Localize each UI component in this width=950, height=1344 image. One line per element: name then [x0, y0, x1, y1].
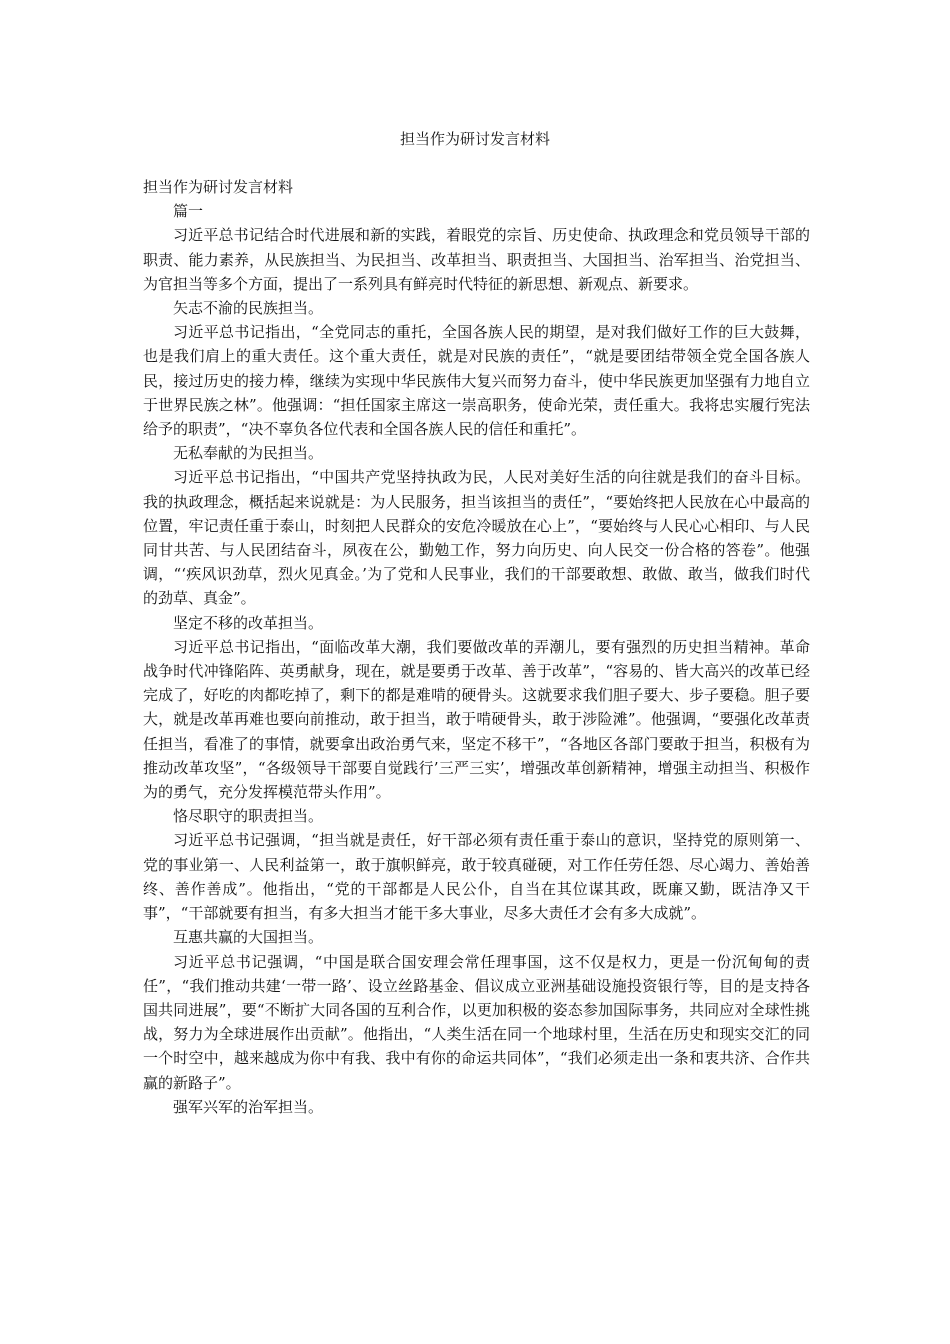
paragraph: 习近平总书记结合时代进展和新的实践，着眼党的宗旨、历史使命、执政理念和党员领导干部的职责、能力素养，从民族担当、为民担当、改革担当、职责担当、大国担当、治军担当、治党担当、为官担当等多个方面，提出了一系列具有鲜亮时代特征的新思想、新观点、新要求。	[143, 226, 810, 293]
document-title: 担当作为研讨发言材料	[399, 130, 550, 148]
section-heading: 篇一	[173, 202, 204, 221]
paragraph: 习近平总书记指出，“全党同志的重托，全国各族人民的期望，是对我们做好工作的巨大鼓舞，也是我们肩上的重大责任。这个重大责任，就是对民族的责任”，“就是要团结带领全党全国各族人民，接过历史的接力棒，继续为实现中华民族伟大复兴而努力奋斗，使中华民族更加坚强有力地自立于世界民族之林”。他强调：“担任国家主席这一崇高职务，使命光荣，责任重大。我将忠实履行宪法给予的职责”，“决不辜负各位代表和全国各族人民的信任和重托”。	[143, 323, 810, 439]
paragraph: 习近平总书记指出，“面临改革大潮，我们要做改革的弄潮儿，要有强烈的历史担当精神。革命战争时代冲锋陷阵、英勇献身，现在，就是要勇于改革、善于改革”，“容易的、皆大高兴的改革已经完成了，好吃的肉都吃掉了，剩下的都是难啃的硬骨头。这就要求我们胆子要大、步子要稳。胆子要大，就是改革再难也要向前推动，敢于担当，敢于啃硬骨头，敢于涉险滩”。他强调，“要强化改革责任担当，看准了的事情，就要拿出政治勇气来，坚定不移干”，“各地区各部门要敢于担当，积极有为推动改革攻坚”，“各级领导干部要自觉践行’三严三实’，增强改革创新精神，增强主动担当、积极作为的勇气，充分发挥模范带头作用”。	[143, 637, 810, 802]
paragraph: 习近平总书记强调，“担当就是责任，好干部必须有责任重于泰山的意识，坚持党的原则第一、党的事业第一、人民利益第一，敢于旗帜鲜亮，敢于较真碰硬，对工作任劳任怨、尽心竭力、善始善终、善作善成”。他指出，“党的干部都是人民公仆，自当在其位谋其政，既廉又勤，既洁净又干事”，“干部就要有担当，有多大担当才能干多大事业，尽多大责任才会有多大成就”。	[143, 831, 810, 923]
paragraph: 习近平总书记指出，“中国共产党坚持执政为民，人民对美好生活的向往就是我们的奋斗目标。我的执政理念，概括起来说就是：为人民服务，担当该担当的责任”，“要始终把人民放在心中最高的位置，牢记责任重于泰山，时刻把人民群众的安危冷暖放在心上”，“要始终与人民心心相印、与人民同甘共苦、与人民团结奋斗，夙夜在公，勤勉工作，努力向历史、向人民交一份合格的答卷”。他强调，“‘疾风识劲草，烈火见真金。’为了党和人民事业，我们的干部要敢想、敢做、敢当，做我们时代的劲草、真金”。	[143, 468, 810, 608]
section-heading: 强军兴军的治军担当。	[173, 1097, 324, 1116]
section-heading: 互惠共赢的大国担当。	[173, 928, 324, 947]
section-heading: 无私奉献的为民担当。	[173, 444, 324, 463]
section-heading: 恪尽职守的职责担当。	[173, 807, 324, 826]
document-subtitle: 担当作为研讨发言材料	[143, 178, 294, 196]
paragraph: 习近平总书记强调，“中国是联合国安理会常任理事国，这不仅是权力，更是一份沉甸甸的责任”，“我们推动共建‘一带一路’、设立丝路基金、倡议成立亚洲基础设施投资银行等，目的是支持各国共同进展”，要“不断扩大同各国的互利合作，以更加积极的姿态参加国际事务，共同应对全球性挑战，努力为全球进展作出贡献”。他指出，“人类生活在同一个地球村里，生活在历史和现实交汇的同一个时空中，越来越成为你中有我、我中有你的命运共同体”，“我们必须走出一条和衷共济、合作共赢的新路子”。	[143, 952, 810, 1092]
document-body	[143, 175, 810, 1119]
section-heading: 坚定不移的改革担当。	[173, 613, 324, 632]
section-heading: 矢志不渝的民族担当。	[173, 299, 324, 318]
